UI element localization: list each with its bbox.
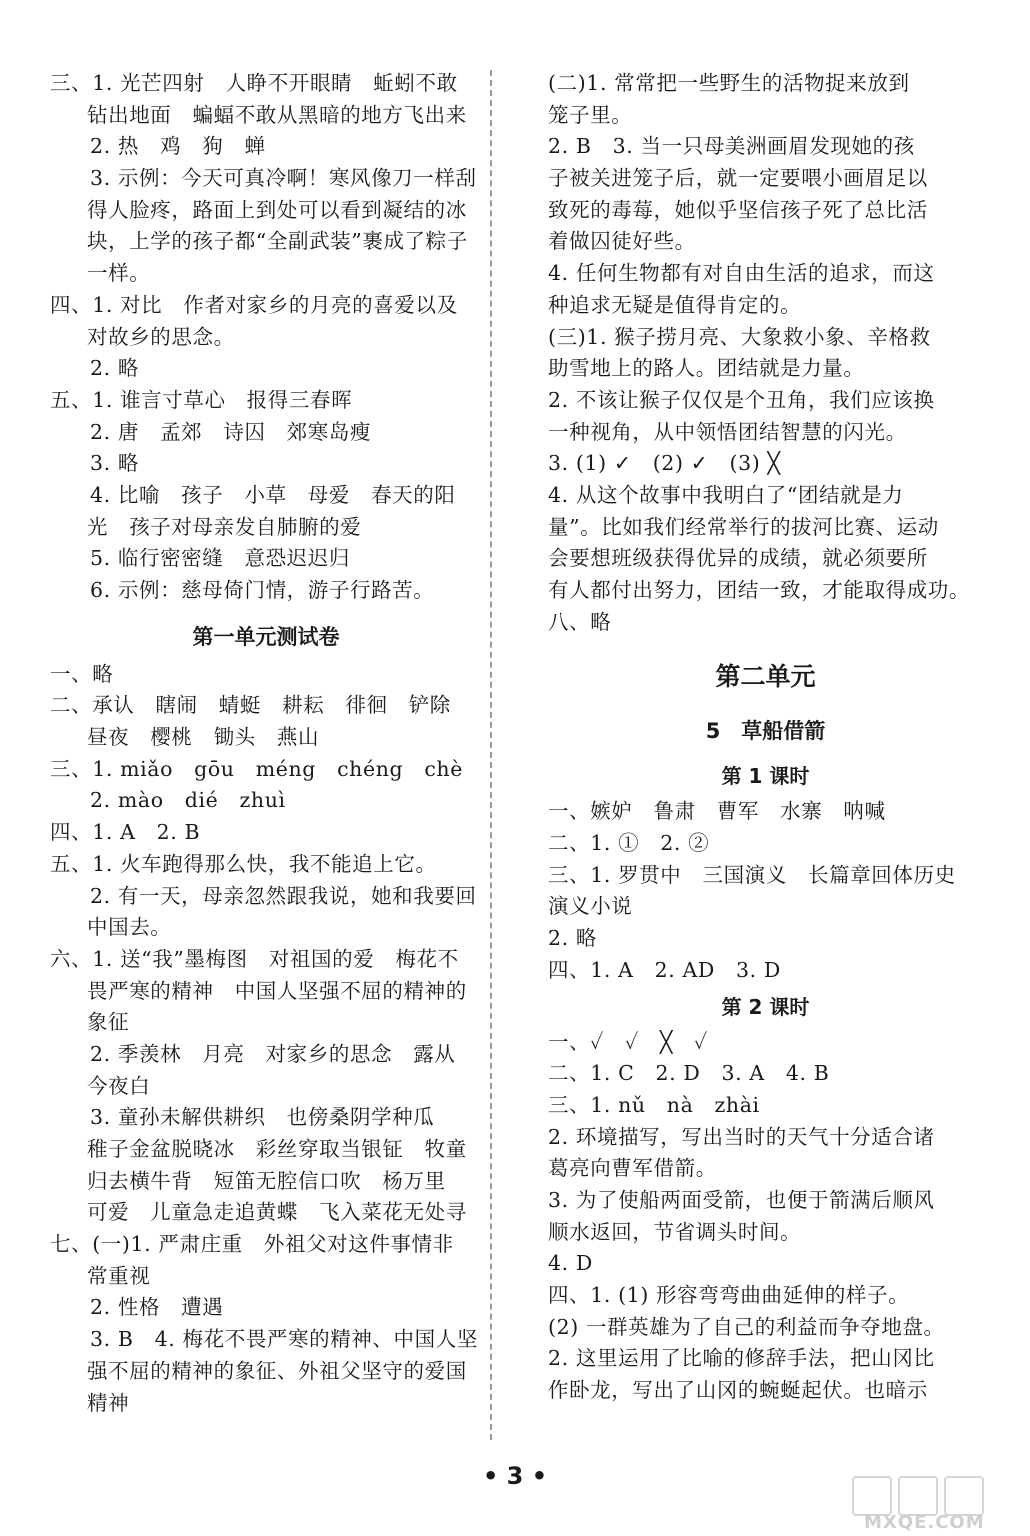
unit-title: 第二单元: [715, 662, 816, 692]
answer-line: 2. B 3. 当一只母美洲画眉发现她的孩: [548, 134, 915, 159]
answer-line: 作卧龙，写出了山冈的蜿蜒起伏。也暗示: [548, 1378, 928, 1403]
answer-line: 六、1. 送“我”墨梅图 对祖国的爱 梅花不: [50, 946, 459, 971]
session-1-title: 第 1 课时: [721, 764, 810, 789]
watermark-box-icon: [852, 1476, 892, 1516]
answer-line: 四、1. 对比 作者对家乡的月亮的喜爱以及: [50, 292, 458, 317]
answer-line: 着做囚徒好些。: [548, 229, 696, 254]
unit-test-title: 第一单元测试卷: [192, 624, 340, 649]
answer-line: 稚子金盆脱晓冰 彩丝穿取当银钲 牧童: [87, 1137, 467, 1161]
answer-line: (三)1. 猴子捞月亮、大象救小象、辛格救: [548, 324, 931, 349]
answer-line: (2) 一群英雄为了自己的利益而争夺地盘。: [548, 1314, 945, 1339]
answer-line: 4. D: [548, 1251, 593, 1276]
answer-line: 昼夜 樱桃 锄头 燕山: [87, 725, 320, 750]
answer-line: 会要想班级获得优异的成绩，就必须要所: [548, 546, 928, 571]
answer-line: 子被关进笼子后，就一定要喂小画眉足以: [548, 166, 928, 191]
left-column: [50, 68, 482, 1419]
answer-line: 量”。比如我们经常举行的拔河比赛、运动: [548, 514, 939, 539]
answer-line: 葛亮向曹军借箭。: [548, 1156, 717, 1181]
answer-line: 对故乡的思念。: [87, 324, 235, 349]
answer-line: 2. 略: [90, 356, 139, 381]
answer-line: 5. 临行密密缝 意恐迟迟归: [90, 546, 350, 571]
watermark-url: MXQE.COM: [864, 1512, 985, 1533]
answer-line: 2. 这里运用了比喻的修辞手法，把山冈比: [548, 1346, 935, 1371]
answer-line: 6. 示例：慈母倚门情，游子行路苦。: [90, 578, 435, 602]
answer-line: 顺水返回，节省调头时间。: [548, 1219, 802, 1244]
answer-line: 七、(一)1. 严肃庄重 外祖父对这件事情非: [50, 1232, 454, 1257]
answer-line: 常重视: [87, 1263, 151, 1288]
answer-line: 三、1. nǔ nà zhài: [548, 1092, 760, 1117]
answer-line: 3. 为了使船两面受箭，也便于箭满后顺风: [548, 1187, 935, 1212]
answer-line: 三、1. miǎo gōu méng chéng chè: [50, 756, 463, 781]
answer-line: 一、嫉妒 鲁肃 曹军 水寨 呐喊: [548, 799, 886, 824]
answer-line: 二、1. C 2. D 3. A 4. B: [548, 1061, 830, 1086]
watermark-logo: [842, 1476, 1012, 1534]
column-divider: [490, 70, 492, 1440]
answer-line: 块，上学的孩子都“全副武装”裹成了粽子: [87, 229, 468, 254]
page-number: • 3 •: [482, 1462, 548, 1490]
answer-line: 二、1. ① 2. ②: [548, 831, 710, 856]
answer-line: 二、承认 瞎闹 蜻蜓 耕耘 徘徊 铲除: [50, 693, 451, 718]
answer-line: 种追求无疑是值得肯定的。: [548, 292, 802, 317]
answer-line: 四、1. A 2. B: [50, 820, 201, 845]
answer-line: 今夜白: [87, 1073, 151, 1098]
answer-line: 致死的毒莓，她似乎坚信孩子死了总比活: [548, 197, 928, 222]
answer-line: 四、1. A 2. AD 3. D: [548, 957, 781, 982]
right-answers-top: [548, 68, 983, 638]
answer-line: 3. (1) ✓ (2) ✓ (3) ╳: [548, 451, 781, 476]
answer-line: 三、1. 罗贯中 三国演义 长篇章回体历史: [548, 862, 956, 887]
session-2-title: 第 2 课时: [721, 994, 810, 1019]
left-answers-top: [50, 68, 482, 607]
answer-line: 2. 不该让猴子仅仅是个丑角，我们应该换: [548, 387, 935, 412]
answer-line: 象征: [87, 1010, 130, 1035]
right-column: [548, 68, 983, 1407]
answer-line: 助雪地上的路人。团结就是力量。: [548, 356, 865, 381]
answer-line: 2. 有一天，母亲忽然跟我说，她和我要回: [90, 883, 477, 908]
answer-line: 畏严寒的精神 中国人坚强不屈的精神的: [87, 978, 467, 1003]
answer-line: 4. 任何生物都有对自由生活的追求，而这: [548, 261, 935, 286]
answer-line: 三、1. 光芒四射 人睁不开眼睛 蚯蚓不敢: [50, 71, 458, 95]
answer-line: 光 孩子对母亲发自肺腑的爱: [87, 514, 362, 539]
answer-line: 五、1. 谁言寸草心 报得三春晖: [50, 387, 353, 412]
answer-line: 3. B 4. 梅花不畏严寒的精神、中国人坚: [90, 1327, 478, 1352]
answer-line: 笼子里。: [548, 102, 633, 127]
answer-line: 3. 示例：今天可真冷啊！寒风像刀一样刮: [90, 166, 477, 191]
watermark-box-icon: [898, 1476, 938, 1516]
answer-line: 4. 从这个故事中我明白了“团结就是力: [548, 482, 904, 507]
answer-line: 3. 略: [90, 451, 139, 476]
answer-line: 4. 比喻 孩子 小草 母爱 春天的阳: [90, 482, 456, 507]
left-answers-bottom: [50, 659, 482, 1420]
answer-line: 一种视角，从中领悟团结智慧的闪光。: [548, 419, 907, 444]
answer-line: 2. 性格 遭遇: [90, 1295, 224, 1320]
answer-line: 2. 略: [548, 926, 597, 951]
watermark-box-icon: [944, 1476, 984, 1516]
answer-line: 2. mào dié zhuì: [90, 788, 286, 813]
answer-line: 归去横牛背 短笛无腔信口吹 杨万里: [87, 1168, 446, 1193]
answer-line: 2. 环境描写，写出当时的天气十分适合诸: [548, 1124, 935, 1149]
answer-line: 中国去。: [87, 915, 172, 940]
answer-line: 精神: [87, 1390, 130, 1415]
answer-line: 2. 热 鸡 狗 蝉: [90, 134, 266, 159]
answer-line: 2. 唐 孟郊 诗囚 郊寒岛瘦: [90, 419, 372, 444]
session-2-answers: [548, 1027, 983, 1407]
answer-line: 2. 季羡林 月亮 对家乡的思念 露从: [90, 1041, 456, 1066]
answer-line: (二)1. 常常把一些野生的活物捉来放到: [548, 71, 910, 95]
lesson-title: 5 草船借箭: [705, 719, 826, 744]
answer-line: 一样。: [87, 261, 151, 286]
answer-line: 得人脸疼，路面上到处可以看到凝结的冰: [87, 197, 467, 222]
answer-line: 八、略: [548, 609, 612, 634]
answer-line: 强不屈的精神的象征、外祖父坚守的爱国: [87, 1358, 467, 1383]
answer-line: 五、1. 火车跑得那么快，我不能追上它。: [50, 851, 437, 876]
answer-line: 一、✓ ✓ ╳ ✓: [548, 1029, 708, 1054]
answer-line: 四、1. (1) 形容弯弯曲曲延伸的样子。: [548, 1283, 910, 1307]
session-1-answers: [548, 796, 983, 986]
answer-line: 可爱 儿童急走追黄蝶 飞入菜花无处寻: [87, 1200, 467, 1225]
answer-line: 有人都付出努力，团结一致，才能取得成功。: [548, 578, 970, 602]
answer-line: 3. 童孙未解供耕织 也傍桑阴学种瓜: [90, 1105, 435, 1130]
answer-line: 钻出地面 蝙蝠不敢从黑暗的地方飞出来: [87, 102, 467, 127]
answer-line: 一、略: [50, 661, 114, 686]
answer-line: 演义小说: [548, 894, 633, 919]
